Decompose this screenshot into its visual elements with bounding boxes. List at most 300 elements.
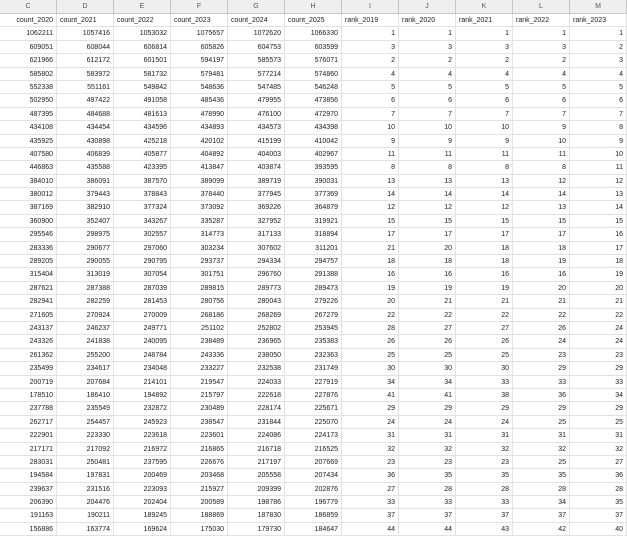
table-cell[interactable]: 249771: [114, 322, 171, 335]
table-cell[interactable]: 237595: [114, 456, 171, 469]
table-cell[interactable]: 25: [342, 349, 399, 362]
column-letter-k[interactable]: K: [456, 0, 513, 13]
table-cell[interactable]: 576071: [285, 54, 342, 67]
table-cell[interactable]: 12: [513, 175, 570, 188]
table-cell[interactable]: 301751: [171, 268, 228, 281]
table-cell[interactable]: 434108: [0, 121, 57, 134]
table-cell[interactable]: 240095: [114, 335, 171, 348]
table-cell[interactable]: 33: [399, 496, 456, 509]
table-cell[interactable]: 485436: [171, 94, 228, 107]
table-cell[interactable]: 231516: [57, 483, 114, 496]
table-cell[interactable]: 44: [342, 523, 399, 536]
table-cell[interactable]: 377369: [285, 188, 342, 201]
table-cell[interactable]: 18: [456, 255, 513, 268]
table-cell[interactable]: 20: [399, 242, 456, 255]
table-cell[interactable]: 223093: [114, 483, 171, 496]
table-cell[interactable]: 491058: [114, 94, 171, 107]
table-cell[interactable]: 28: [342, 322, 399, 335]
table-cell[interactable]: 27: [456, 322, 513, 335]
table-cell[interactable]: 7: [399, 108, 456, 121]
table-cell[interactable]: 291388: [285, 268, 342, 281]
table-cell[interactable]: 248784: [114, 349, 171, 362]
table-cell[interactable]: 37: [570, 509, 627, 522]
table-cell[interactable]: 232363: [285, 349, 342, 362]
table-cell[interactable]: 6: [342, 94, 399, 107]
table-cell[interactable]: 26: [342, 335, 399, 348]
table-cell[interactable]: 8: [399, 161, 456, 174]
table-cell[interactable]: 270009: [114, 309, 171, 322]
table-cell[interactable]: 9: [399, 135, 456, 148]
table-cell[interactable]: 178510: [0, 389, 57, 402]
table-cell[interactable]: 380012: [0, 188, 57, 201]
table-cell[interactable]: 227876: [285, 389, 342, 402]
table-cell[interactable]: 574860: [285, 68, 342, 81]
table-cell[interactable]: 389719: [228, 175, 285, 188]
table-cell[interactable]: 473856: [285, 94, 342, 107]
table-cell[interactable]: 156886: [0, 523, 57, 536]
table-cell[interactable]: 191163: [0, 509, 57, 522]
table-cell[interactable]: 33: [456, 496, 513, 509]
table-cell[interactable]: 255200: [57, 349, 114, 362]
table-cell[interactable]: 390031: [285, 175, 342, 188]
table-cell[interactable]: 413847: [171, 161, 228, 174]
table-cell[interactable]: 16: [570, 228, 627, 241]
table-cell[interactable]: 238050: [228, 349, 285, 362]
table-cell[interactable]: 196779: [285, 496, 342, 509]
table-cell[interactable]: 38: [456, 389, 513, 402]
table-cell[interactable]: 217092: [57, 443, 114, 456]
table-cell[interactable]: 446863: [0, 161, 57, 174]
table-cell[interactable]: 29: [570, 362, 627, 375]
table-cell[interactable]: 163774: [57, 523, 114, 536]
table-cell[interactable]: 32: [570, 443, 627, 456]
table-cell[interactable]: 19: [456, 282, 513, 295]
table-cell[interactable]: 31: [456, 429, 513, 442]
table-cell[interactable]: 287388: [57, 282, 114, 295]
table-cell[interactable]: 254457: [57, 416, 114, 429]
table-cell[interactable]: 262717: [0, 416, 57, 429]
table-cell[interactable]: 21: [513, 295, 570, 308]
table-cell[interactable]: 2: [513, 54, 570, 67]
table-cell[interactable]: 28: [513, 483, 570, 496]
table-cell[interactable]: 227919: [285, 376, 342, 389]
table-cell[interactable]: 28: [570, 483, 627, 496]
table-cell[interactable]: 430898: [57, 135, 114, 148]
table-cell[interactable]: 186859: [285, 509, 342, 522]
column-letter-i[interactable]: I: [342, 0, 399, 13]
table-cell[interactable]: 250481: [57, 456, 114, 469]
table-cell[interactable]: 434573: [228, 121, 285, 134]
table-cell[interactable]: 9: [513, 121, 570, 134]
table-cell[interactable]: 4: [513, 68, 570, 81]
table-cell[interactable]: 484688: [57, 108, 114, 121]
header-cell[interactable]: rank_2019: [342, 14, 399, 27]
table-cell[interactable]: 11: [342, 148, 399, 161]
table-cell[interactable]: 377945: [228, 188, 285, 201]
table-cell[interactable]: 43: [456, 523, 513, 536]
table-cell[interactable]: 1: [513, 27, 570, 40]
table-cell[interactable]: 223601: [171, 429, 228, 442]
table-cell[interactable]: 1053032: [114, 27, 171, 40]
table-cell[interactable]: 30: [456, 362, 513, 375]
table-cell[interactable]: 216718: [228, 443, 285, 456]
table-cell[interactable]: 11: [456, 148, 513, 161]
table-cell[interactable]: 2: [399, 54, 456, 67]
table-cell[interactable]: 235499: [0, 362, 57, 375]
header-cell[interactable]: count_2024: [228, 14, 285, 27]
table-cell[interactable]: 246237: [57, 322, 114, 335]
table-cell[interactable]: 481613: [114, 108, 171, 121]
table-cell[interactable]: 476100: [228, 108, 285, 121]
table-cell[interactable]: 231749: [285, 362, 342, 375]
table-cell[interactable]: 232872: [114, 402, 171, 415]
table-cell[interactable]: 313019: [57, 268, 114, 281]
table-cell[interactable]: 6: [456, 94, 513, 107]
table-cell[interactable]: 31: [513, 429, 570, 442]
table-cell[interactable]: 420102: [171, 135, 228, 148]
table-cell[interactable]: 215927: [171, 483, 228, 496]
table-cell[interactable]: 585802: [0, 68, 57, 81]
table-cell[interactable]: 296760: [228, 268, 285, 281]
table-cell[interactable]: 231844: [228, 416, 285, 429]
table-cell[interactable]: 290677: [57, 242, 114, 255]
table-cell[interactable]: 7: [513, 108, 570, 121]
table-cell[interactable]: 22: [399, 309, 456, 322]
table-cell[interactable]: 41: [399, 389, 456, 402]
table-cell[interactable]: 12: [456, 201, 513, 214]
table-cell[interactable]: 243336: [171, 349, 228, 362]
table-cell[interactable]: 37: [342, 509, 399, 522]
table-cell[interactable]: 14: [342, 188, 399, 201]
table-cell[interactable]: 24: [570, 322, 627, 335]
table-cell[interactable]: 1: [399, 27, 456, 40]
table-cell[interactable]: 25: [399, 349, 456, 362]
table-cell[interactable]: 179730: [228, 523, 285, 536]
table-cell[interactable]: 222901: [0, 429, 57, 442]
table-cell[interactable]: 404003: [228, 148, 285, 161]
table-cell[interactable]: 14: [513, 188, 570, 201]
table-cell[interactable]: 319921: [285, 215, 342, 228]
table-cell[interactable]: 5: [342, 81, 399, 94]
table-cell[interactable]: 290055: [57, 255, 114, 268]
column-letter-f[interactable]: F: [171, 0, 228, 13]
table-cell[interactable]: 29: [399, 402, 456, 415]
table-cell[interactable]: 29: [513, 362, 570, 375]
table-cell[interactable]: 434454: [57, 121, 114, 134]
table-cell[interactable]: 435588: [57, 161, 114, 174]
table-cell[interactable]: 33: [513, 376, 570, 389]
header-cell[interactable]: rank_2020: [399, 14, 456, 27]
table-cell[interactable]: 42: [513, 523, 570, 536]
table-cell[interactable]: 205558: [228, 469, 285, 482]
table-cell[interactable]: 6: [513, 94, 570, 107]
table-cell[interactable]: 297060: [114, 242, 171, 255]
table-cell[interactable]: 5: [399, 81, 456, 94]
column-letter-l[interactable]: L: [513, 0, 570, 13]
table-cell[interactable]: 25: [513, 456, 570, 469]
table-cell[interactable]: 13: [570, 188, 627, 201]
table-cell[interactable]: 34: [342, 376, 399, 389]
table-cell[interactable]: 327952: [228, 215, 285, 228]
table-cell[interactable]: 233227: [171, 362, 228, 375]
table-cell[interactable]: 267279: [285, 309, 342, 322]
table-cell[interactable]: 203468: [171, 469, 228, 482]
table-cell[interactable]: 386091: [57, 175, 114, 188]
table-cell[interactable]: 14: [456, 188, 513, 201]
table-cell[interactable]: 216525: [285, 443, 342, 456]
table-cell[interactable]: 601501: [114, 54, 171, 67]
header-cell[interactable]: rank_2023: [570, 14, 627, 27]
table-cell[interactable]: 5: [513, 81, 570, 94]
table-cell[interactable]: 4: [456, 68, 513, 81]
header-cell[interactable]: count_2023: [171, 14, 228, 27]
table-cell[interactable]: 20: [570, 282, 627, 295]
table-cell[interactable]: 224086: [228, 429, 285, 442]
table-cell[interactable]: 200469: [114, 469, 171, 482]
table-cell[interactable]: 200589: [171, 496, 228, 509]
table-cell[interactable]: 318894: [285, 228, 342, 241]
table-cell[interactable]: 294757: [285, 255, 342, 268]
table-cell[interactable]: 34: [570, 389, 627, 402]
table-cell[interactable]: 252802: [228, 322, 285, 335]
table-cell[interactable]: 16: [342, 268, 399, 281]
table-cell[interactable]: 29: [456, 402, 513, 415]
table-cell[interactable]: 472970: [285, 108, 342, 121]
table-cell[interactable]: 415199: [228, 135, 285, 148]
table-cell[interactable]: 12: [342, 201, 399, 214]
table-cell[interactable]: 21: [342, 242, 399, 255]
table-cell[interactable]: 378440: [171, 188, 228, 201]
table-cell[interactable]: 33: [456, 376, 513, 389]
table-cell[interactable]: 1: [570, 27, 627, 40]
table-cell[interactable]: 279226: [285, 295, 342, 308]
table-cell[interactable]: 9: [456, 135, 513, 148]
table-cell[interactable]: 606814: [114, 41, 171, 54]
table-cell[interactable]: 360900: [0, 215, 57, 228]
table-cell[interactable]: 29: [570, 402, 627, 415]
table-cell[interactable]: 28: [456, 483, 513, 496]
table-cell[interactable]: 29: [342, 402, 399, 415]
table-cell[interactable]: 389099: [171, 175, 228, 188]
table-cell[interactable]: 289773: [228, 282, 285, 295]
table-cell[interactable]: 44: [399, 523, 456, 536]
table-cell[interactable]: 230489: [171, 402, 228, 415]
table-cell[interactable]: 22: [570, 309, 627, 322]
table-cell[interactable]: 226676: [171, 456, 228, 469]
table-cell[interactable]: 387570: [114, 175, 171, 188]
table-cell[interactable]: 435925: [0, 135, 57, 148]
table-cell[interactable]: 234617: [57, 362, 114, 375]
table-cell[interactable]: 17: [513, 228, 570, 241]
table-cell[interactable]: 209399: [228, 483, 285, 496]
table-cell[interactable]: 547485: [228, 81, 285, 94]
table-cell[interactable]: 280043: [228, 295, 285, 308]
table-cell[interactable]: 282259: [57, 295, 114, 308]
table-cell[interactable]: 16: [456, 268, 513, 281]
table-cell[interactable]: 223618: [114, 429, 171, 442]
table-cell[interactable]: 32: [456, 443, 513, 456]
table-cell[interactable]: 387169: [0, 201, 57, 214]
table-cell[interactable]: 20: [513, 282, 570, 295]
table-cell[interactable]: 222618: [228, 389, 285, 402]
table-cell[interactable]: 1072620: [228, 27, 285, 40]
table-cell[interactable]: 245923: [114, 416, 171, 429]
table-cell[interactable]: 268186: [171, 309, 228, 322]
table-cell[interactable]: 2: [570, 41, 627, 54]
table-cell[interactable]: 551161: [57, 81, 114, 94]
table-cell[interactable]: 577214: [228, 68, 285, 81]
column-letter-d[interactable]: D: [57, 0, 114, 13]
table-cell[interactable]: 6: [570, 94, 627, 107]
table-cell[interactable]: 16: [399, 268, 456, 281]
table-cell[interactable]: 22: [456, 309, 513, 322]
table-cell[interactable]: 24: [570, 335, 627, 348]
table-cell[interactable]: 379443: [57, 188, 114, 201]
table-cell[interactable]: 585573: [228, 54, 285, 67]
table-cell[interactable]: 184647: [285, 523, 342, 536]
table-cell[interactable]: 15: [342, 215, 399, 228]
table-cell[interactable]: 10: [342, 121, 399, 134]
table-cell[interactable]: 37: [399, 509, 456, 522]
table-cell[interactable]: 12: [399, 201, 456, 214]
table-cell[interactable]: 314773: [171, 228, 228, 241]
table-cell[interactable]: 17: [456, 228, 513, 241]
table-cell[interactable]: 15: [570, 215, 627, 228]
table-cell[interactable]: 2: [456, 54, 513, 67]
table-cell[interactable]: 377324: [114, 201, 171, 214]
table-cell[interactable]: 6: [399, 94, 456, 107]
table-cell[interactable]: 26: [513, 322, 570, 335]
table-cell[interactable]: 186410: [57, 389, 114, 402]
table-cell[interactable]: 236965: [228, 335, 285, 348]
column-letter-e[interactable]: E: [114, 0, 171, 13]
table-cell[interactable]: 603599: [285, 41, 342, 54]
table-cell[interactable]: 402967: [285, 148, 342, 161]
table-cell[interactable]: 16: [513, 268, 570, 281]
column-letter-j[interactable]: J: [399, 0, 456, 13]
table-cell[interactable]: 253945: [285, 322, 342, 335]
table-cell[interactable]: 234048: [114, 362, 171, 375]
table-cell[interactable]: 206390: [0, 496, 57, 509]
table-cell[interactable]: 18: [513, 242, 570, 255]
table-cell[interactable]: 17: [570, 242, 627, 255]
table-cell[interactable]: 434398: [285, 121, 342, 134]
column-letter-g[interactable]: G: [228, 0, 285, 13]
table-cell[interactable]: 583972: [57, 68, 114, 81]
table-cell[interactable]: 425218: [114, 135, 171, 148]
table-cell[interactable]: 303234: [171, 242, 228, 255]
table-cell[interactable]: 228174: [228, 402, 285, 415]
table-cell[interactable]: 251102: [171, 322, 228, 335]
column-letter-m[interactable]: M: [570, 0, 627, 13]
table-cell[interactable]: 8: [513, 161, 570, 174]
table-cell[interactable]: 243137: [0, 322, 57, 335]
table-cell[interactable]: 238489: [171, 335, 228, 348]
table-cell[interactable]: 30: [399, 362, 456, 375]
table-cell[interactable]: 352407: [57, 215, 114, 228]
table-cell[interactable]: 217197: [228, 456, 285, 469]
table-cell[interactable]: 1057416: [57, 27, 114, 40]
table-cell[interactable]: 34: [399, 376, 456, 389]
table-cell[interactable]: 34: [513, 496, 570, 509]
table-cell[interactable]: 25: [570, 416, 627, 429]
table-cell[interactable]: 335287: [171, 215, 228, 228]
table-cell[interactable]: 605826: [171, 41, 228, 54]
table-cell[interactable]: 5: [570, 81, 627, 94]
table-cell[interactable]: 549842: [114, 81, 171, 94]
table-cell[interactable]: 1075657: [171, 27, 228, 40]
table-cell[interactable]: 29: [513, 402, 570, 415]
table-cell[interactable]: 202876: [285, 483, 342, 496]
table-cell[interactable]: 225070: [285, 416, 342, 429]
table-cell[interactable]: 405877: [114, 148, 171, 161]
table-cell[interactable]: 23: [513, 349, 570, 362]
table-cell[interactable]: 1: [456, 27, 513, 40]
table-cell[interactable]: 25: [456, 349, 513, 362]
table-cell[interactable]: 373092: [171, 201, 228, 214]
table-cell[interactable]: 5: [456, 81, 513, 94]
header-cell[interactable]: rank_2022: [513, 14, 570, 27]
table-cell[interactable]: 239637: [0, 483, 57, 496]
table-cell[interactable]: 225671: [285, 402, 342, 415]
table-cell[interactable]: 307602: [228, 242, 285, 255]
table-cell[interactable]: 311201: [285, 242, 342, 255]
table-cell[interactable]: 35: [399, 469, 456, 482]
table-cell[interactable]: 289473: [285, 282, 342, 295]
table-cell[interactable]: 223330: [57, 429, 114, 442]
table-cell[interactable]: 28: [399, 483, 456, 496]
table-cell[interactable]: 207684: [57, 376, 114, 389]
table-cell[interactable]: 32: [399, 443, 456, 456]
table-cell[interactable]: 298975: [57, 228, 114, 241]
table-cell[interactable]: 3: [456, 41, 513, 54]
table-cell[interactable]: 237788: [0, 402, 57, 415]
table-cell[interactable]: 7: [456, 108, 513, 121]
table-cell[interactable]: 8: [342, 161, 399, 174]
table-cell[interactable]: 224033: [228, 376, 285, 389]
table-cell[interactable]: 24: [342, 416, 399, 429]
table-cell[interactable]: 232538: [228, 362, 285, 375]
table-cell[interactable]: 13: [513, 201, 570, 214]
column-letter-c[interactable]: C: [0, 0, 57, 13]
table-cell[interactable]: 271605: [0, 309, 57, 322]
table-cell[interactable]: 552338: [0, 81, 57, 94]
table-cell[interactable]: 3: [399, 41, 456, 54]
table-cell[interactable]: 40: [570, 523, 627, 536]
table-cell[interactable]: 281453: [114, 295, 171, 308]
table-cell[interactable]: 17: [399, 228, 456, 241]
header-cell[interactable]: rank_2021: [456, 14, 513, 27]
table-cell[interactable]: 407580: [0, 148, 57, 161]
table-cell[interactable]: 289205: [0, 255, 57, 268]
table-cell[interactable]: 404892: [171, 148, 228, 161]
table-cell[interactable]: 243326: [0, 335, 57, 348]
header-cell[interactable]: count_2020: [0, 14, 57, 27]
table-cell[interactable]: 280756: [171, 295, 228, 308]
table-cell[interactable]: 4: [342, 68, 399, 81]
table-cell[interactable]: 37: [456, 509, 513, 522]
table-cell[interactable]: 478990: [171, 108, 228, 121]
table-cell[interactable]: 612172: [57, 54, 114, 67]
table-cell[interactable]: 608044: [57, 41, 114, 54]
table-cell[interactable]: 215797: [171, 389, 228, 402]
table-cell[interactable]: 35: [456, 469, 513, 482]
table-cell[interactable]: 19: [399, 282, 456, 295]
table-cell[interactable]: 11: [570, 161, 627, 174]
table-cell[interactable]: 22: [342, 309, 399, 322]
table-cell[interactable]: 434893: [171, 121, 228, 134]
table-cell[interactable]: 241838: [57, 335, 114, 348]
